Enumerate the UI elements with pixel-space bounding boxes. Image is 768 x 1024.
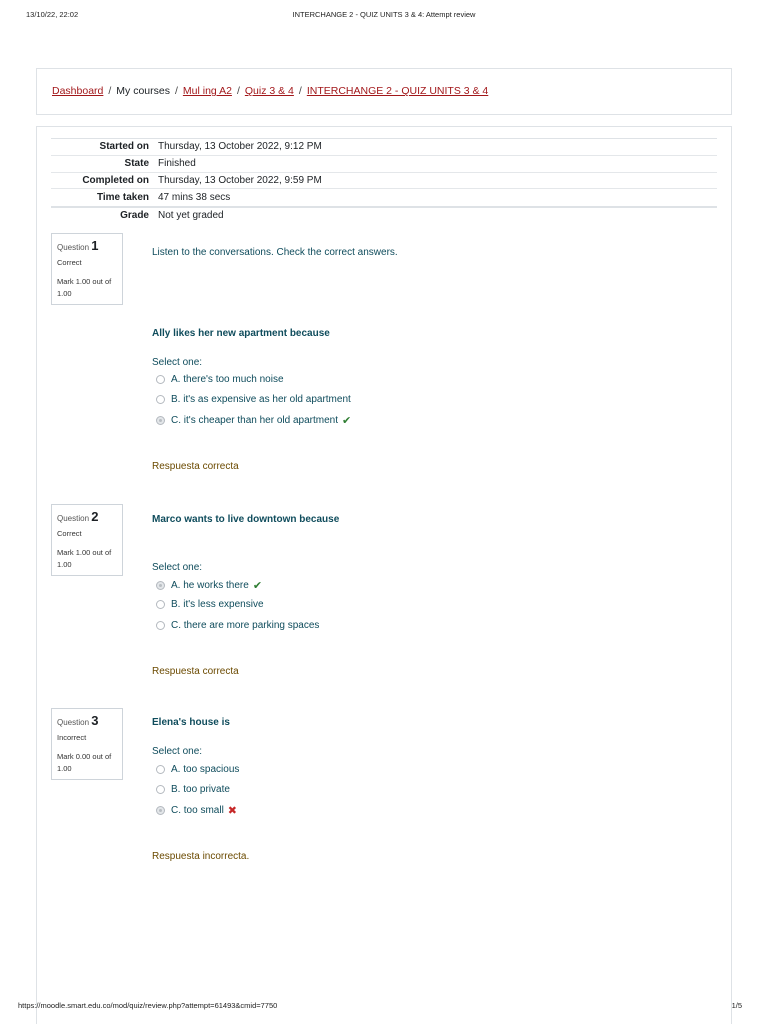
breadcrumb-quiz-link[interactable]: INTERCHANGE 2 - QUIZ UNITS 3 & 4 [306,85,489,97]
option-label: A. too spacious [171,764,240,775]
summary-value: Thursday, 13 October 2022, 9:12 PM [158,141,322,153]
answer-option[interactable] [156,764,239,775]
option-label: B. it's less expensive [171,599,264,610]
breadcrumb-course-link[interactable]: Mul ing A2 [182,85,232,97]
breadcrumb-my-courses: My courses [116,85,170,97]
option-label: B. too private [171,784,230,795]
select-one-prompt: Select one: [152,746,203,757]
question-feedback: Respuesta correcta [152,461,239,472]
question-feedback: Respuesta correcta [152,666,239,677]
answer-option[interactable] [156,599,264,610]
option-label: A. there's too much noise [171,374,284,385]
summary-label: Started on [99,141,149,153]
print-url: https://moodle.smart.edu.co/mod/quiz/review.php?attempt=61493&cmid=7750 [18,1001,278,1010]
question-mark: Mark 0.00 out of 1.00 [57,752,112,773]
question-info-3 [51,708,123,780]
breadcrumb-separator: / [108,85,112,97]
correct-check-icon: ✔ [342,415,352,427]
summary-value: Thursday, 13 October 2022, 9:59 PM [158,174,322,186]
question-number-line [57,238,117,253]
print-header [26,10,742,22]
answer-option[interactable] [156,394,351,405]
breadcrumb-separator: / [236,85,240,97]
summary-label: Grade [120,210,149,221]
question-number-line [57,713,117,728]
summary-row-state [51,156,717,173]
question-number: 2 [91,509,99,524]
question-number: 3 [91,713,99,728]
summary-row-started [51,139,717,156]
print-datetime: 13/10/22, 22:02 [26,10,79,19]
breadcrumb-container [36,68,732,115]
breadcrumb-section-link[interactable]: Quiz 3 & 4 [244,85,294,97]
select-one-prompt: Select one: [152,357,203,368]
question-number-line [57,509,117,524]
print-footer [18,1001,742,1013]
breadcrumb-dashboard-link[interactable]: Dashboard [52,85,104,97]
answer-option[interactable] [156,374,284,385]
radio-button-checked[interactable] [156,806,165,815]
answer-option[interactable] [156,784,230,795]
select-one-prompt: Select one: [152,562,203,573]
question-text: Elena's house is [152,717,230,728]
summary-value: 47 mins 38 secs [158,192,231,204]
summary-value: Finished [158,158,196,170]
question-text: Marco wants to live downtown because [152,514,340,525]
summary-value: Not yet graded [158,210,224,221]
breadcrumb-separator: / [174,85,178,97]
summary-label: Time taken [96,192,149,204]
attempt-summary-table [51,138,717,207]
radio-button[interactable] [156,785,165,794]
question-mark: Mark 1.00 out of 1.00 [57,548,112,569]
summary-row-time-taken [51,189,717,206]
question-state: Correct [57,529,82,538]
summary-row-grade [51,207,717,223]
radio-button[interactable] [156,375,165,384]
option-label: C. it's cheaper than her old apartment [171,415,339,426]
correct-check-icon: ✔ [252,580,263,592]
question-state: Incorrect [57,733,87,742]
answer-option[interactable] [156,620,319,631]
radio-button[interactable] [156,621,165,630]
answer-option-selected[interactable] [156,804,237,817]
question-number: 1 [91,238,99,253]
radio-button-checked[interactable] [156,581,165,590]
question-instruction: Listen to the conversations. Check the correct answers. [152,247,398,258]
main-content [36,126,732,1024]
question-feedback: Respuesta incorrecta. [152,851,250,862]
question-prefix: Question [57,514,90,523]
question-mark: Mark 1.00 out of 1.00 [57,277,112,298]
answer-option-selected[interactable] [156,414,351,427]
radio-button[interactable] [156,600,165,609]
question-prefix: Question [57,243,90,252]
option-label: B. it's as expensive as her old apartment [171,394,351,405]
question-prefix: Question [57,718,90,727]
answer-option-selected[interactable] [156,579,262,592]
radio-button[interactable] [156,765,165,774]
print-page-title: INTERCHANGE 2 - QUIZ UNITS 3 & 4: Attempt review [292,10,476,19]
summary-label: Completed on [82,174,149,186]
radio-button-checked[interactable] [156,416,165,425]
option-label: C. there are more parking spaces [171,620,320,631]
breadcrumb-separator: / [298,85,302,97]
print-page-number: 1/5 [731,1001,742,1010]
option-label: A. he works there [171,580,249,591]
incorrect-cross-icon: ✖ [227,805,238,817]
radio-button[interactable] [156,395,165,404]
summary-label: State [124,158,149,170]
question-info-1 [51,233,123,305]
question-info-2 [51,504,123,576]
question-text: Ally likes her new apartment because [152,328,330,339]
option-label: C. too small [171,805,224,816]
question-state: Correct [57,258,82,267]
breadcrumb [52,85,488,97]
summary-row-completed [51,173,717,190]
